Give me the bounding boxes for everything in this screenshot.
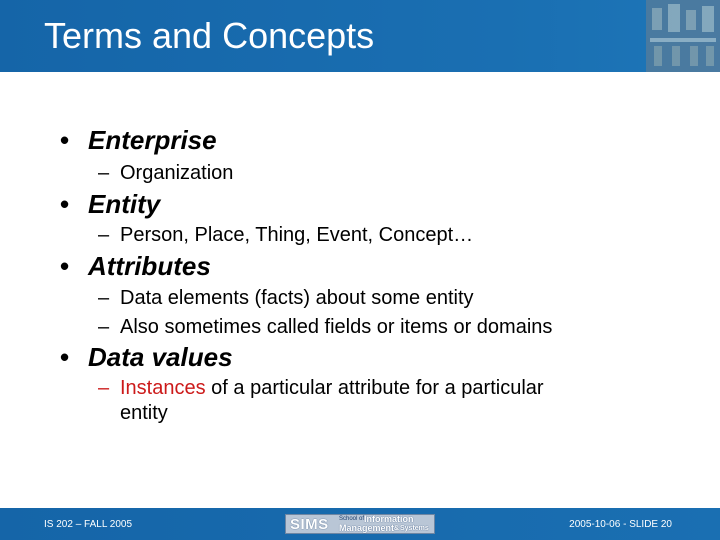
sub-label: Data elements (facts) about some entity — [120, 287, 474, 309]
course-label: IS 202 – FALL 2005 — [44, 519, 133, 530]
logo-information: Information — [364, 514, 414, 524]
sub-label: Also sometimes called fields or items or domains — [120, 316, 553, 338]
slide-number-label: 2005-10-06 - SLIDE 20 — [569, 519, 672, 530]
sub-entity-examples — [98, 223, 473, 247]
sub-label: entity — [120, 402, 168, 424]
term-label: Entity — [88, 189, 161, 219]
bullet-dot: • — [60, 251, 70, 281]
logo-systems: Systems — [400, 525, 429, 532]
bullet-entity — [60, 189, 160, 219]
sub-instances — [98, 376, 544, 400]
sub-label: of a particular attribute for a particular — [205, 377, 544, 399]
slide-title: Terms and Concepts — [44, 15, 375, 56]
term-label: Enterprise — [88, 125, 217, 155]
dash: – — [98, 316, 110, 338]
logo-management: Management — [339, 523, 395, 533]
dash: – — [98, 162, 110, 184]
bullet-data-values — [60, 342, 233, 372]
term-label: Attributes — [88, 251, 211, 281]
bullet-attributes — [60, 251, 211, 281]
sub-label: Organization — [120, 162, 234, 184]
footer-bar — [0, 508, 720, 540]
dash: – — [98, 287, 110, 309]
logo-school-of: School of — [339, 516, 365, 522]
bullet-dot: • — [60, 342, 70, 372]
bullet-enterprise — [60, 125, 217, 155]
sub-data-elements — [98, 286, 474, 310]
dash: – — [98, 224, 110, 246]
sub-instances-line2 — [120, 401, 168, 425]
term-label: Data values — [88, 342, 233, 372]
sub-also-called — [98, 315, 552, 339]
highlight-instances: Instances — [120, 377, 206, 399]
bullet-dot: • — [60, 125, 70, 155]
sub-organization — [98, 161, 233, 185]
sims-logo — [285, 514, 435, 534]
sub-label: Person, Place, Thing, Event, Concept… — [120, 224, 474, 246]
logo-sims-text: SIMS — [290, 516, 329, 533]
logo-and: & — [394, 525, 400, 532]
dash: – — [98, 377, 110, 399]
bullet-dot: • — [60, 189, 70, 219]
